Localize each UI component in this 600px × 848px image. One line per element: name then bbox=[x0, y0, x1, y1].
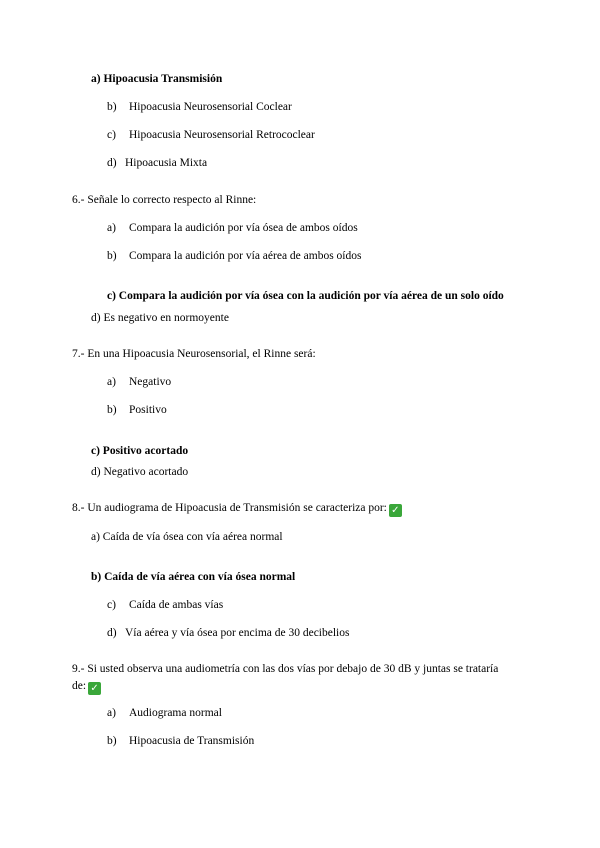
q7-question: 7.- En una Hipoacusia Neurosensorial, el Rinne será: bbox=[72, 348, 316, 360]
q6-option-b-text: Compara la audición por vía aérea de ambos oídos bbox=[129, 250, 362, 262]
q8-option-d-text: Vía aérea y vía ósea por encima de 30 decibelios bbox=[125, 627, 350, 639]
q7-option-a-marker: a) bbox=[107, 376, 116, 388]
q8-question bbox=[72, 501, 402, 517]
q9-question-line2-text: de: bbox=[72, 680, 87, 692]
q9-option-b bbox=[107, 734, 254, 748]
q9-option-a-marker: a) bbox=[107, 707, 116, 719]
q8-question-text: 8.- Un audiograma de Hipoacusia de Transmisión se caracteriza por: bbox=[72, 502, 387, 514]
q6-option-c-correct: c) Compara la audición por vía ósea con la audición por vía aérea de un solo oído bbox=[107, 290, 504, 302]
q8-option-c bbox=[107, 598, 223, 612]
check-mark-icon: ✓ bbox=[389, 504, 402, 517]
q5-option-c bbox=[107, 128, 315, 142]
q6-option-d: d) Es negativo en normoyente bbox=[91, 312, 229, 324]
q5-option-a-correct: a) Hipoacusia Transmisión bbox=[91, 73, 223, 85]
q6-option-b bbox=[107, 249, 361, 263]
q6-question: 6.- Señale lo correcto respecto al Rinne: bbox=[72, 194, 257, 206]
q6-option-a-text: Compara la audición por vía ósea de ambos oídos bbox=[129, 222, 358, 234]
check-mark-icon: ✓ bbox=[88, 682, 101, 695]
q5-option-b-text: Hipoacusia Neurosensorial Coclear bbox=[129, 101, 292, 113]
q5-option-d-marker: d) bbox=[107, 157, 117, 169]
q8-option-b-correct: b) Caída de vía aérea con vía ósea normal bbox=[91, 571, 296, 583]
q6-option-b-marker: b) bbox=[107, 250, 117, 262]
q5-option-d-text: Hipoacusia Mixta bbox=[125, 157, 208, 169]
q5-option-c-marker: c) bbox=[107, 129, 116, 141]
q5-option-b-marker: b) bbox=[107, 101, 117, 113]
q7-option-c-correct: c) Positivo acortado bbox=[91, 445, 189, 457]
q7-option-a bbox=[107, 375, 171, 389]
q9-option-a bbox=[107, 706, 222, 720]
q7-option-b-text: Positivo bbox=[129, 404, 167, 416]
q6-option-a bbox=[107, 221, 358, 235]
q8-option-d-marker: d) bbox=[107, 627, 117, 639]
q9-question-line1: 9.- Si usted observa una audiometría con las dos vías por debajo de 30 dB y juntas se trataría bbox=[72, 663, 499, 675]
q7-option-b bbox=[107, 403, 167, 417]
q8-option-d bbox=[107, 626, 349, 640]
q9-question-line2 bbox=[72, 679, 101, 695]
q8-option-c-text: Caída de ambas vías bbox=[129, 599, 224, 611]
q7-option-b-marker: b) bbox=[107, 404, 117, 416]
q9-option-b-text: Hipoacusia de Transmisión bbox=[129, 735, 255, 747]
q9-option-b-marker: b) bbox=[107, 735, 117, 747]
q9-option-a-text: Audiograma normal bbox=[129, 707, 222, 719]
q5-option-d bbox=[107, 156, 207, 170]
q7-option-d: d) Negativo acortado bbox=[91, 466, 189, 478]
q8-option-c-marker: c) bbox=[107, 599, 116, 611]
q5-option-c-text: Hipoacusia Neurosensorial Retrococlear bbox=[129, 129, 315, 141]
q6-option-a-marker: a) bbox=[107, 222, 116, 234]
q8-option-a: a) Caída de vía ósea con vía aérea normal bbox=[91, 531, 283, 543]
q5-option-b bbox=[107, 100, 292, 114]
q7-option-a-text: Negativo bbox=[129, 376, 172, 388]
